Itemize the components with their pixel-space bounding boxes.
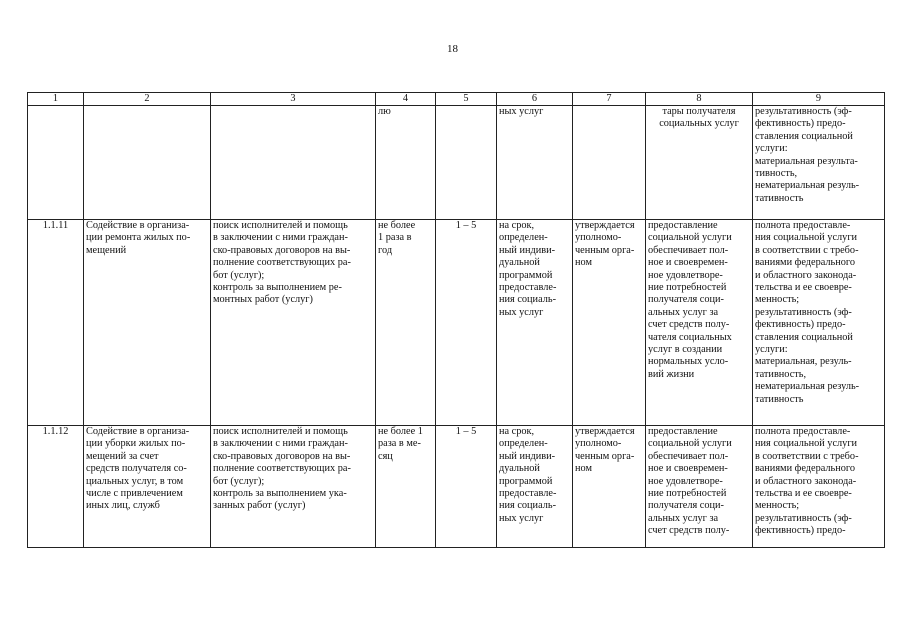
frequency-cell: не более 1 раза в год	[376, 220, 436, 426]
header-cell: 7	[573, 93, 646, 106]
page-number: 18	[447, 43, 458, 55]
header-cell: 8	[646, 93, 753, 106]
header-cell: 5	[436, 93, 497, 106]
service-description-cell: поиск исполнителей и помощь в заключении с ними граждан- ско-правовых договоров на вы- полнение соответствующих ра- бот (услуг); контроль за выполнением ре- монтных работ (услуг)	[211, 220, 376, 426]
services-table	[27, 92, 885, 548]
volume-cell: 1 – 5	[436, 220, 497, 426]
item-number-cell: 1.1.12	[28, 426, 84, 548]
item-number-cell: 1.1.11	[28, 220, 84, 426]
term-cell: на срок, определен- ный индиви- дуальной программой предоставле- ния социаль- ных услуг	[497, 220, 573, 426]
quality-cell: предоставление социальной услуги обеспечивает пол- ное и своевремен- ное удовлетворе- ние потребностей получателя соци- альных услуг за счет средств полу- чателя социальных услуг в создании нормальных усло- вий жизни	[646, 220, 753, 426]
term-cell: на срок, определен- ный индиви- дуальной программой предоставле- ния социаль- ных услуг	[497, 426, 573, 548]
quality-cell: тары получателя социальных услуг	[646, 106, 753, 220]
service-name-cell: Содействие в организа- ции ремонта жилых по- мещений	[84, 220, 211, 426]
tariff-cell: утверждается уполномо- ченным орга- ном	[573, 426, 646, 548]
frequency-cell: не более 1 раза в ме- сяц	[376, 426, 436, 548]
volume-cell	[436, 106, 497, 220]
table-row	[28, 106, 885, 220]
tariff-cell	[573, 106, 646, 220]
volume-cell: 1 – 5	[436, 426, 497, 548]
frequency-cell: лю	[376, 106, 436, 220]
header-cell: 6	[497, 93, 573, 106]
service-name-cell: Содействие в организа- ции уборки жилых по- мещений за счет средств получателя со- циальных услуг, в том числе с привлечением иных лиц, служб	[84, 426, 211, 548]
header-cell: 4	[376, 93, 436, 106]
table-row	[28, 426, 885, 548]
header-cell: 9	[753, 93, 885, 106]
table-row	[28, 220, 885, 426]
tariff-cell: утверждается уполномо- ченным орга- ном	[573, 220, 646, 426]
header-cell: 3	[211, 93, 376, 106]
service-description-cell	[211, 106, 376, 220]
service-name-cell	[84, 106, 211, 220]
evaluation-cell: полнота предоставле- ния социальной услуги в соответствии с требо- ваниями федерального и областного законода- тельства и ее своевре- менность; результативность (эф- фективность) предо- ставления социальной услуги: материальная, резуль- тативность, нематериальная резуль- тативность	[753, 220, 885, 426]
evaluation-cell: полнота предоставле- ния социальной услуги в соответствии с требо- ваниями федерального и областного законода- тельства и ее своевре- менность; результативность (эф- фективность) предо-	[753, 426, 885, 548]
header-cell: 2	[84, 93, 211, 106]
header-row	[28, 93, 885, 106]
item-number-cell	[28, 106, 84, 220]
term-cell: ных услуг	[497, 106, 573, 220]
header-cell: 1	[28, 93, 84, 106]
quality-cell: предоставление социальной услуги обеспечивает пол- ное и своевремен- ное удовлетворе- ние потребностей получателя соци- альных услуг за счет средств полу-	[646, 426, 753, 548]
evaluation-cell: результативность (эф- фективность) предо- ставления социальной услуги: материальная результа- тивность, нематериальная резуль- тативность	[753, 106, 885, 220]
service-description-cell: поиск исполнителей и помощь в заключении с ними граждан- ско-правовых договоров на вы- полнение соответствующих ра- бот (услуг); контроль за выполнением ука- занных работ (услуг)	[211, 426, 376, 548]
